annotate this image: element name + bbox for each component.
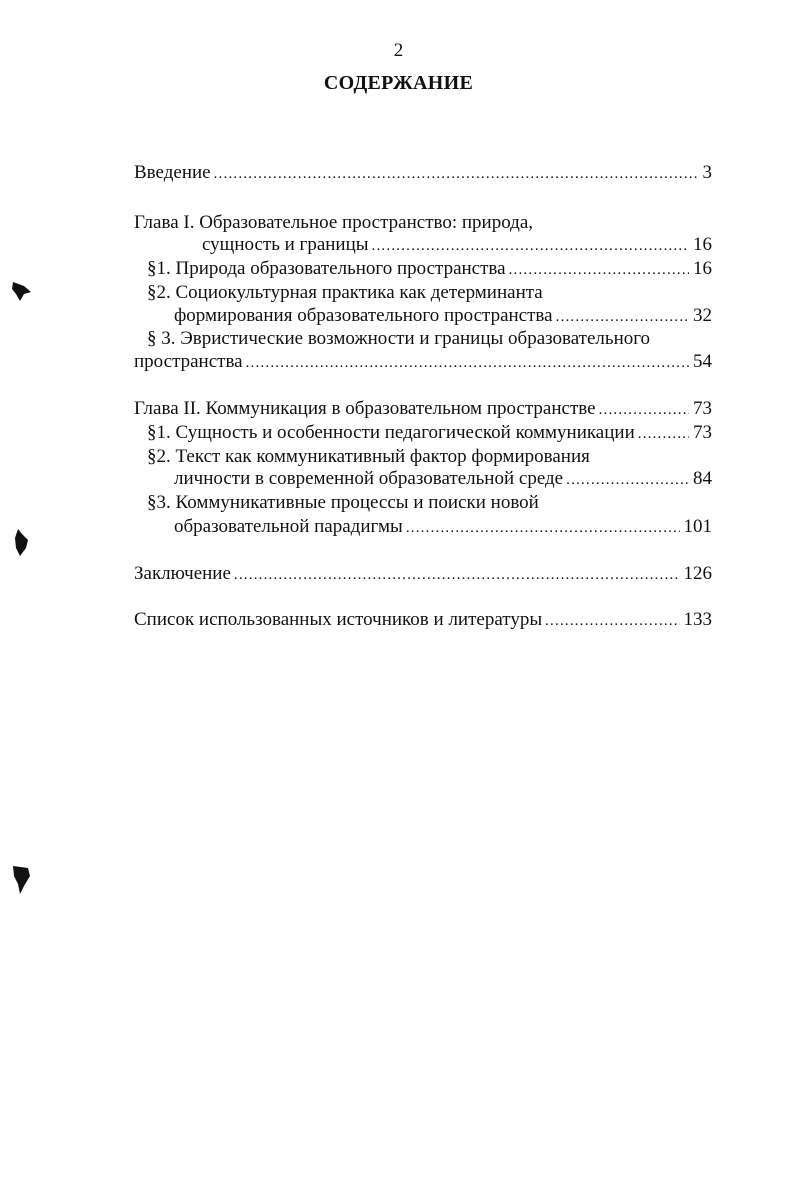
- toc-page-number: 54: [693, 351, 712, 372]
- toc-section-1-1: [147, 258, 712, 282]
- toc-section-1-3: [134, 351, 712, 375]
- toc-entry-label: личности в современной образовательной среде: [174, 468, 564, 489]
- toc-entry-label: Глава II. Коммуникация в образовательном пространстве: [134, 398, 596, 419]
- leader-dots: [509, 262, 689, 279]
- toc-page-number: 133: [683, 609, 712, 630]
- page-title: СОДЕРЖАНИЕ: [323, 72, 474, 94]
- binding-hole-mark-middle: [10, 528, 34, 558]
- toc-page-number: 16: [693, 234, 712, 255]
- toc-page-number: 73: [693, 398, 712, 419]
- toc-entry-sources: [134, 609, 712, 633]
- toc-section-2-3-title: §3. Коммуникативные процессы и поиски новой: [147, 492, 539, 513]
- toc-section-1-2-title: §2. Социокультурная практика как детерминанта: [147, 282, 543, 303]
- binding-hole-mark-bottom: [10, 864, 34, 896]
- leader-dots: [234, 567, 680, 584]
- toc-section-1-2: [174, 305, 712, 329]
- toc-section-2-1: [147, 422, 712, 446]
- leader-dots: [599, 402, 689, 419]
- toc-entry-conclusion: [134, 563, 712, 587]
- toc-page-number: 16: [693, 258, 712, 279]
- toc-page-number: 126: [683, 563, 712, 584]
- toc-page-number: 84: [693, 468, 712, 489]
- page-number: 2: [393, 40, 404, 61]
- toc-page-number: 32: [693, 305, 712, 326]
- toc-section-1-3-title: § 3. Эвристические возможности и границы образовательного: [147, 328, 651, 349]
- binding-hole-mark-top: [10, 280, 34, 304]
- toc-entry-intro: [134, 162, 712, 186]
- leader-dots: [372, 238, 689, 255]
- leader-dots: [545, 613, 679, 630]
- toc-entry-label: Заключение: [134, 563, 231, 584]
- toc-entry-label: сущность и границы: [202, 234, 369, 255]
- toc-chapter-1-entry: [202, 234, 712, 258]
- toc-entry-label: образовательной парадигмы: [174, 516, 403, 537]
- toc-entry-label: Введение: [134, 162, 211, 183]
- leader-dots: [556, 309, 689, 326]
- leader-dots: [246, 355, 689, 372]
- leader-dots: [214, 166, 699, 183]
- leader-dots: [566, 472, 689, 489]
- toc-section-2-2-title: §2. Текст как коммуникативный фактор формирования: [147, 446, 590, 467]
- toc-entry-label: пространства: [134, 351, 243, 372]
- toc-chapter-1-title: Глава I. Образовательное пространство: природа,: [134, 212, 533, 233]
- toc-entry-label: §1. Природа образовательного пространства: [147, 258, 506, 279]
- leader-dots: [638, 426, 689, 443]
- toc-page-number: 3: [702, 162, 712, 183]
- toc-entry-label: §1. Сущность и особенности педагогической коммуникации: [147, 422, 635, 443]
- toc-page-number: 101: [683, 516, 712, 537]
- toc-entry-label: Список использованных источников и литературы: [134, 609, 543, 630]
- toc-section-2-3: [174, 516, 712, 540]
- toc-chapter-2-entry: [134, 398, 712, 422]
- toc-section-2-2: [174, 468, 712, 492]
- toc-entry-label: формирования образовательного пространства: [174, 305, 553, 326]
- leader-dots: [406, 520, 680, 537]
- toc-page-number: 73: [693, 422, 712, 443]
